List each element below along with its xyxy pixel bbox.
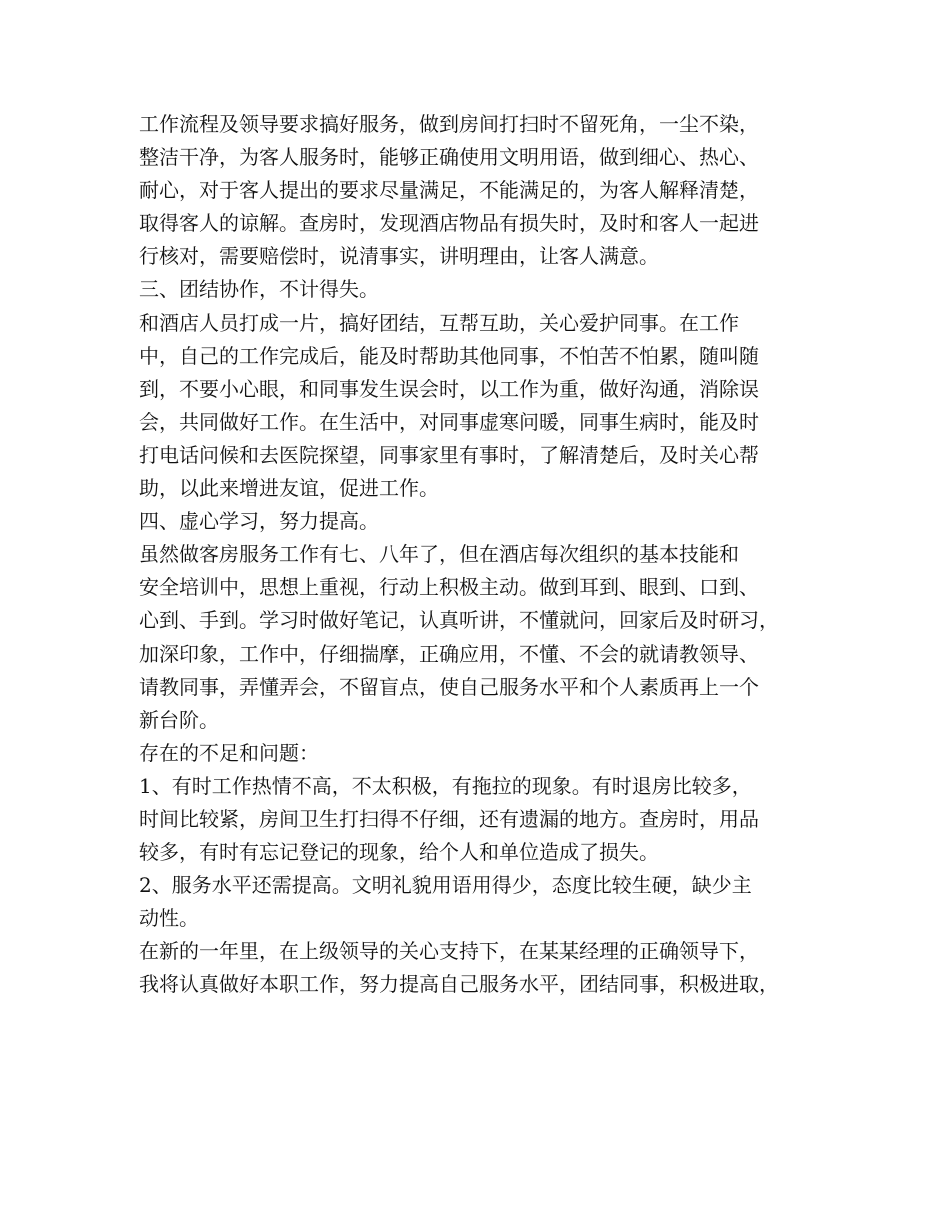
text-line: 动性。	[139, 906, 199, 931]
text-line: 我将认真做好本职工作，努力提高自己服务水平，团结同事，积极进取，	[139, 972, 779, 997]
text-line: 到，不要小心眼，和同事发生误会时，以工作为重，做好沟通，消除误	[139, 376, 759, 401]
text-line: 取得客人的谅解。查房时，发现酒店物品有损失时，及时和客人一起进	[139, 211, 759, 236]
section-heading: 四、虚心学习，努力提高。	[139, 509, 379, 534]
text-line: 时间比较紧，房间卫生打扫得不仔细，还有遗漏的地方。查房时，用品	[139, 806, 759, 831]
document-body	[139, 108, 839, 1002]
text-line: 工作流程及领导要求搞好服务，做到房间打扫时不留死角，一尘不染，	[139, 112, 759, 136]
text-line: 新台阶。	[139, 707, 219, 732]
text-line: 在新的一年里，在上级领导的关心支持下，在某某经理的正确领导下，	[139, 939, 759, 964]
text-line: 加深印象，工作中，仔细揣摩，正确应用，不懂、不会的就请教领导、	[139, 641, 759, 666]
section-heading: 存在的不足和问题：	[139, 740, 319, 765]
text-line: 行核对，需要赔偿时，说清事实，讲明理由，让客人满意。	[139, 244, 659, 269]
text-line: 心到、手到。学习时做好笔记，认真听讲，不懂就问，回家后及时研习，	[139, 608, 779, 633]
text-line: 和酒店人员打成一片，搞好团结，互帮互助，关心爱护同事。在工作	[139, 310, 739, 335]
text-line: 2、服务水平还需提高。文明礼貌用语用得少，态度比较生硬，缺少主	[139, 873, 752, 898]
text-line: 较多，有时有忘记登记的现象，给个人和单位造成了损失。	[139, 840, 659, 865]
text-line: 会，共同做好工作。在生活中，对同事虚寒问暖，同事生病时，能及时	[139, 409, 759, 434]
text-line: 助，以此来增进友谊，促进工作。	[139, 476, 439, 501]
section-heading: 三、团结协作，不计得失。	[139, 277, 379, 302]
text-line: 请教同事，弄懂弄会，不留盲点，使自己服务水平和个人素质再上一个	[139, 674, 759, 699]
text-line: 虽然做客房服务工作有七、八年了，但在酒店每次组织的基本技能和	[139, 542, 739, 567]
text-line: 整洁干净，为客人服务时，能够正确使用文明用语，做到细心、热心、	[139, 145, 759, 170]
text-line: 中，自己的工作完成后，能及时帮助其他同事，不怕苦不怕累，随叫随	[139, 343, 759, 368]
text-line: 安全培训中，思想上重视，行动上积极主动。做到耳到、眼到、口到、	[139, 575, 759, 600]
text-line: 打电话问候和去医院探望，同事家里有事时，了解清楚后，及时关心帮	[139, 442, 759, 467]
text-line: 耐心，对于客人提出的要求尽量满足，不能满足的，为客人解释清楚，	[139, 178, 759, 203]
text-line: 1、有时工作热情不高，不太积极，有拖拉的现象。有时退房比较多，	[139, 773, 752, 798]
